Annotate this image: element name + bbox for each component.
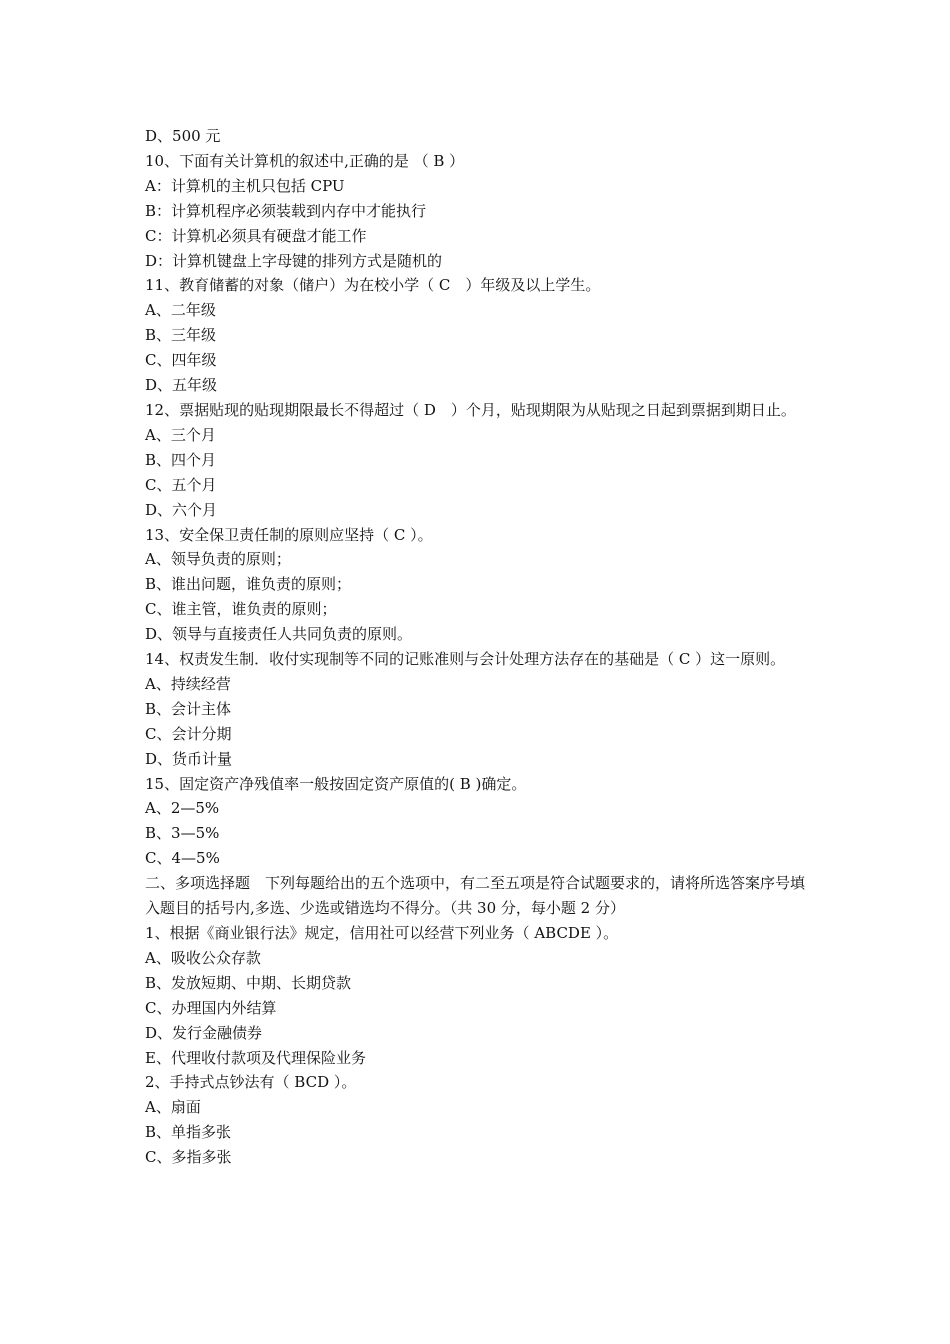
question-line: 1、根据《商业银行法》规定，信用社可以经营下列业务（ ABCDE ）。 (145, 924, 619, 942)
option-line: C：计算机必须具有硬盘才能工作 (145, 226, 367, 245)
question-line: 15、固定资产净残值率一般按固定资产原值的( B )确定。 (145, 774, 527, 793)
option-line: B、3—5% (145, 824, 220, 843)
question-line: 11、教育储蓄的对象（储户）为在校小学（ C ）年级及以上学生。 (145, 276, 601, 295)
section-heading: 二、多项选择题 下列每题给出的五个选项中，有二至五项是符合试题要求的，请将所选答案序号填入题目的括号内,多选、少选或错选均不得分。（共 30 分，每小题 2 分） (145, 874, 806, 918)
option-line: D：计算机键盘上字母键的排列方式是随机的 (145, 251, 443, 270)
question-line: 14、权责发生制．收付实现制等不同的记账准则与会计处理方法存在的基础是（ C ）这一原则。 (145, 650, 786, 669)
option-line: B、发放短期、中期、长期贷款 (145, 973, 352, 992)
option-line: C、会计分期 (145, 724, 232, 743)
option-line: D、500 元 (145, 127, 221, 145)
option-line: C、4—5% (145, 849, 220, 868)
option-line: B、四个月 (145, 450, 217, 469)
question-line: 13、安全保卫责任制的原则应坚持（ C ）。 (145, 525, 433, 544)
option-line: C、办理国内外结算 (145, 998, 277, 1017)
option-line: C、谁主管，谁负责的原则； (145, 600, 337, 619)
option-line: D、五年级 (145, 376, 218, 395)
option-line: E、代理收付款项及代理保险业务 (145, 1048, 366, 1067)
option-line: D、六个月 (145, 500, 218, 519)
option-line: A、领导负责的原则； (145, 550, 291, 569)
option-line: B、单指多张 (145, 1123, 232, 1142)
question-line: 2、手持式点钞法有（ BCD ）。 (145, 1073, 357, 1092)
option-line: B、会计主体 (145, 699, 232, 718)
option-line: C、五个月 (145, 475, 217, 494)
option-line: C、四年级 (145, 351, 217, 370)
option-line: A：计算机的主机只包括 CPU (145, 176, 345, 195)
option-line: A、三个月 (145, 425, 216, 444)
option-line: B、三年级 (145, 326, 217, 345)
question-line: 12、票据贴现的贴现期限最长不得超过（ D ）个月，贴现期限为从贴现之日起到票据到期日止。 (145, 400, 796, 419)
option-line: A、持续经营 (145, 674, 231, 693)
document-body (145, 124, 810, 1170)
option-line: A、吸收公众存款 (145, 948, 261, 967)
option-line: A、二年级 (145, 301, 216, 320)
option-line: D、领导与直接责任人共同负责的原则。 (145, 625, 413, 644)
option-line: D、货币计量 (145, 749, 233, 768)
option-line: D、发行金融债券 (145, 1023, 263, 1042)
question-line: 10、下面有关计算机的叙述中,正确的是 （ B ） (145, 151, 465, 170)
option-line: A、扇面 (145, 1098, 201, 1117)
option-line: A、2—5% (145, 799, 220, 818)
option-line: B、谁出问题，谁负责的原则； (145, 575, 352, 594)
option-line: B：计算机程序必须装载到内存中才能执行 (145, 201, 427, 220)
option-line: C、多指多张 (145, 1148, 232, 1167)
